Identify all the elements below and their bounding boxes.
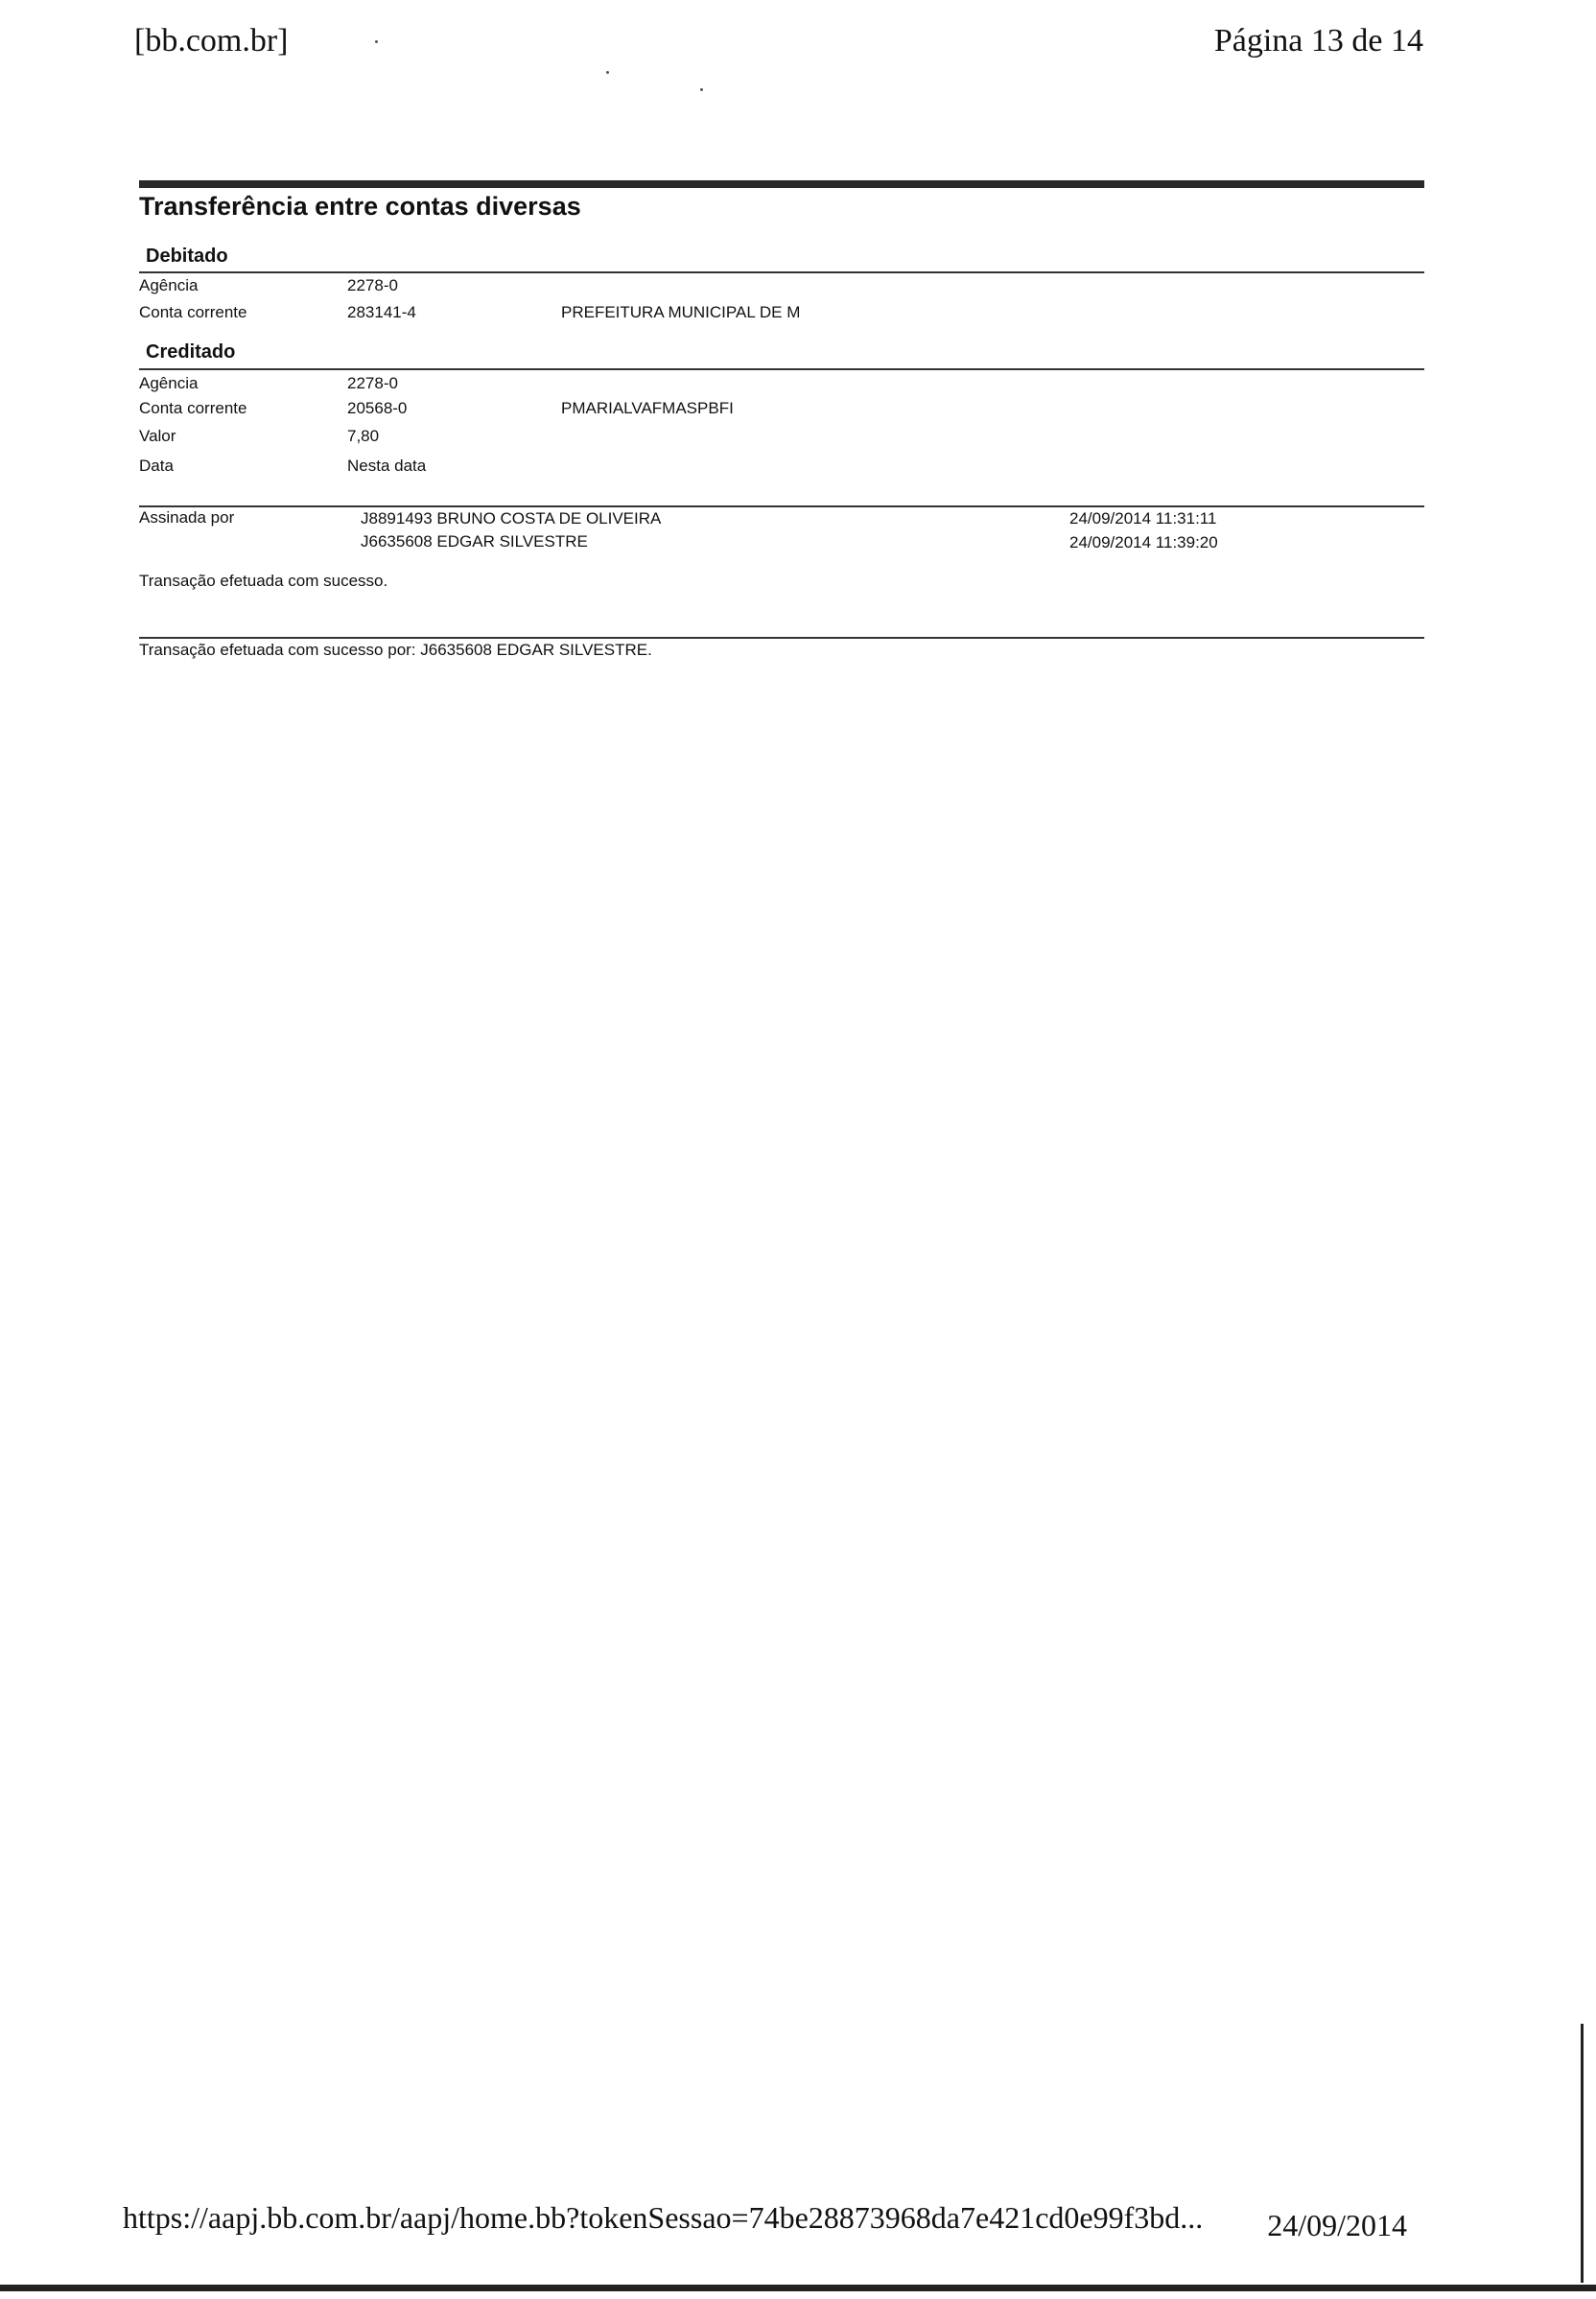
- title-rule: [139, 180, 1424, 188]
- scan-speck: [606, 71, 609, 74]
- status-rule: [139, 637, 1424, 639]
- creditado-heading: Creditado: [146, 341, 236, 363]
- footer-url: https://aapj.bb.com.br/aapj/home.bb?tokenSessao=74be28873968da7e421cd0e99f3bd...: [123, 2200, 1204, 2235]
- assinada-label: Assinada por: [139, 508, 235, 527]
- page-number: Página 13 de 14: [1213, 23, 1423, 59]
- debitado-agencia-label: Agência: [139, 276, 199, 294]
- debitado-titular: PREFEITURA MUNICIPAL DE M: [561, 303, 801, 321]
- status-by-text: Transação efetuada com sucesso por: J6635608 EDGAR SILVESTRE.: [139, 641, 652, 659]
- signer-datetime: 24/09/2014 11:31:11: [1069, 509, 1217, 528]
- signer-name: J6635608 EDGAR SILVESTRE: [361, 532, 588, 551]
- valor-label: Valor: [139, 427, 176, 445]
- creditado-conta-label: Conta corrente: [139, 399, 247, 417]
- creditado-agencia-value: 2278-0: [347, 374, 398, 392]
- signer-name: J8891493 BRUNO COSTA DE OLIVEIRA: [361, 509, 662, 528]
- valor-value: 7,80: [347, 427, 380, 445]
- footer-date: 24/09/2014: [1267, 2208, 1407, 2242]
- debitado-heading: Debitado: [146, 246, 228, 267]
- debitado-agencia-value: 2278-0: [347, 276, 398, 294]
- scan-edge-bottom: [0, 2285, 1596, 2291]
- document-title: Transferência entre contas diversas: [139, 192, 581, 221]
- status-text: Transação efetuada com sucesso.: [139, 572, 388, 590]
- scan-edge-right: [1581, 2024, 1584, 2283]
- creditado-agencia-label: Agência: [139, 374, 199, 392]
- scan-speck: [375, 40, 378, 43]
- debitado-rule: [139, 271, 1424, 273]
- data-label: Data: [139, 457, 174, 475]
- signer-datetime: 24/09/2014 11:39:20: [1069, 533, 1218, 551]
- creditado-conta-value: 20568-0: [347, 399, 408, 417]
- assinada-rule: [139, 505, 1424, 507]
- debitado-conta-label: Conta corrente: [139, 303, 247, 321]
- scan-speck: [700, 88, 703, 91]
- site-header: [bb.com.br]: [134, 23, 289, 59]
- creditado-titular: PMARIALVAFMASPBFI: [561, 399, 734, 417]
- creditado-rule: [139, 368, 1424, 370]
- debitado-conta-value: 283141-4: [347, 303, 416, 321]
- data-value: Nesta data: [347, 457, 427, 475]
